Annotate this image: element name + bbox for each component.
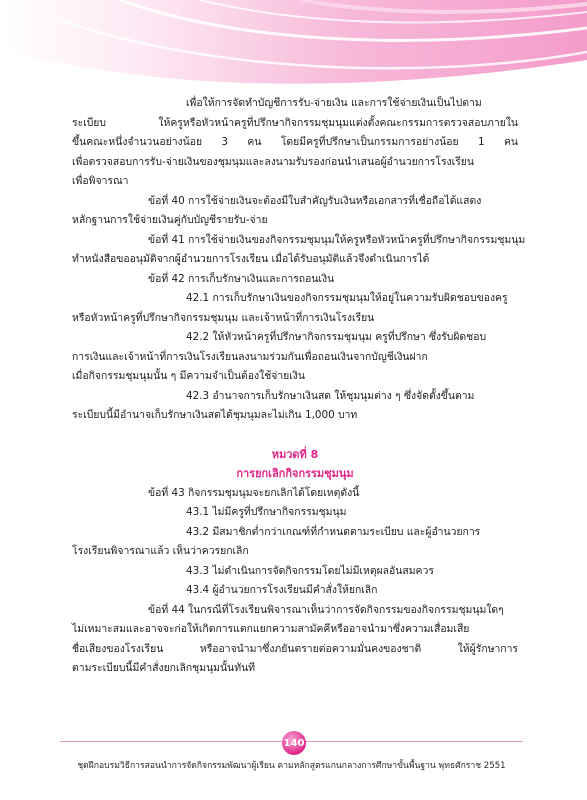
text-line: ข้อที่ 41 การใช้จ่ายเงินของกิจกรรมชุมนุมให้ครูหรือหัวหน้าครูที่ปรึกษากิจกรรมชุมนุม [148,233,526,246]
text-line: ระเบียบนี้มีอำนาจเก็บรักษาเงินสดได้ชุมนุมละไม่เกิน 1,000 บาท [72,409,358,421]
clause-43-1 [72,503,518,523]
text-line: หรือหัวหน้าครูที่ปรึกษากิจกรรมชุมนุม และเจ้าหน้าที่การเงินโรงเรียน [72,311,375,324]
clause-43-3 [72,562,518,582]
text-line: 43.2 มีสมาชิกต่ำกว่าเกณฑ์ที่กำหนดตามระเบียบ และผู้อำนวยการ [186,525,481,538]
clause-42-1 [72,289,518,328]
clause-43-4 [72,581,518,601]
text-line: ระเบียบ ให้ครูหรือหัวหน้าครูที่ปรึกษากิจกรรมชุมนุมแต่งตั้งคณะกรรมการตรวจสอบภายใน [72,116,518,129]
text-line: 42.2 ให้หัวหน้าครูที่ปรึกษากิจกรรมชุมนุม ครูที่ปรึกษา ซึ่งรับผิดชอบ [186,331,487,343]
text-line: 43.4 ผู้อำนวยการโรงเรียนมีคำสั่งให้ยกเลิก [186,584,378,596]
text-line: ไม่เหมาะสมและอาจจะก่อให้เกิดการแตกแยกความสามัคคีหรืออาจนำมาซึ่งความเสื่อมเสีย [72,623,470,635]
clause-43 [72,484,518,504]
text-line: เพื่อให้การจัดทำบัญชีการรับ-จ่ายเงิน และการใช้จ่ายเงินเป็นไปตาม [186,97,482,109]
text-line: หลักฐานการใช้จ่ายเงินคู่กับบัญชีรายรับ-จ่าย [72,214,268,226]
page-number: 140 [282,731,306,755]
text-line: เพื่อตรวจสอบการรับ-จ่ายเงินของชุมนุมและลงนามรับรองก่อนนำเสนอผู้อำนวยการโรงเรียน [72,155,474,168]
text-line: ขึ้นคณะหนึ่งจำนวนอย่างน้อย 3 คน โดยมีครูที่ปรึกษาเป็นกรรมการอย่างน้อย 1 คน [72,136,518,148]
text-line: 43.3 ไม่ดำเนินการจัดกิจกรรมโดยไม่มีเหตุผลอันสมควร [186,564,434,577]
clause-42-2 [72,328,518,387]
text-line: 43.1 ไม่มีครูที่ปรึกษากิจกรรมชุมนุม [186,506,347,518]
text-line: 42.3 อำนาจการเก็บรักษาเงินสด ให้ชุมนุมต่าง ๆ ซึ่งจัดตั้งขึ้นตาม [186,389,475,402]
text-line: ข้อที่ 44 ในกรณีที่โรงเรียนพิจารณาเห็นว่าการจัดกิจกรรมของกิจกรรมชุมนุมใดๆ [148,603,504,616]
text-line: ทำหนังสือขออนุมัติจากผู้อำนวยการโรงเรียน เมื่อได้รับอนุมัติแล้วจึงดำเนินการได้ [72,253,430,265]
clause-43-2 [72,523,518,562]
document-body [72,94,526,679]
footer-caption: ชุดฝึกอบรมวิธีการสอนนำการจัดกิจกรรมพัฒนาผู้เรียน ตามหลักสูตรแกนกลางการศึกษาขั้นพื้นฐาน พุทธศักราช 2551 [77,761,506,771]
paragraph-bookkeeping [72,94,518,192]
section-number: หมวดที่ 8 [271,447,319,461]
header-decoration [0,0,587,92]
text-line: ตามระเบียบนี้มีคำสั่งยกเลิกชุมนุมนั้นทันที [72,662,256,674]
text-line: ข้อที่ 43 กิจกรรมชุมนุมจะยกเลิกได้โดยเหตุดังนี้ [148,486,360,499]
text-line: โรงเรียนพิจารณาแล้ว เห็นว่าควรยกเลิก [72,545,249,557]
text-line: เพื่อพิจารณา [72,175,129,187]
text-line: เมื่อกิจกรรมชุมนุมนั้น ๆ มีความจำเป็นต้องใช้จ่ายเงิน [72,370,305,382]
clause-42-3 [72,387,518,426]
section-title: การยกเลิกกิจกรรมชุมนุม [236,467,354,480]
text-line: การเงินและเจ้าหน้าที่การเงินโรงเรียนลงนามร่วมกันเพื่อถอนเงินจากบัญชีเงินฝาก [72,350,428,363]
text-line: ข้อที่ 40 การใช้จ่ายเงินจะต้องมีใบสำคัญรับเงินหรือเอกสารที่เชื่อถือได้แสดง [148,194,482,207]
clause-44 [72,601,518,679]
clause-42 [72,270,518,290]
text-line: 42.1 การเก็บรักษาเงินของกิจกรรมชุมนุมให้อยู่ในความรับผิดชอบของครู [186,292,508,304]
text-line: ข้อที่ 42 การเก็บรักษาเงินและการถอนเงิน [148,272,335,285]
clause-41 [72,231,526,270]
text-line: ชื่อเสียงของโรงเรียน หรืออาจนำมาซึ่งภยันตรายต่อความมั่นคงของชาติ ให้ผู้รักษาการ [72,642,518,655]
clause-40 [72,192,518,231]
